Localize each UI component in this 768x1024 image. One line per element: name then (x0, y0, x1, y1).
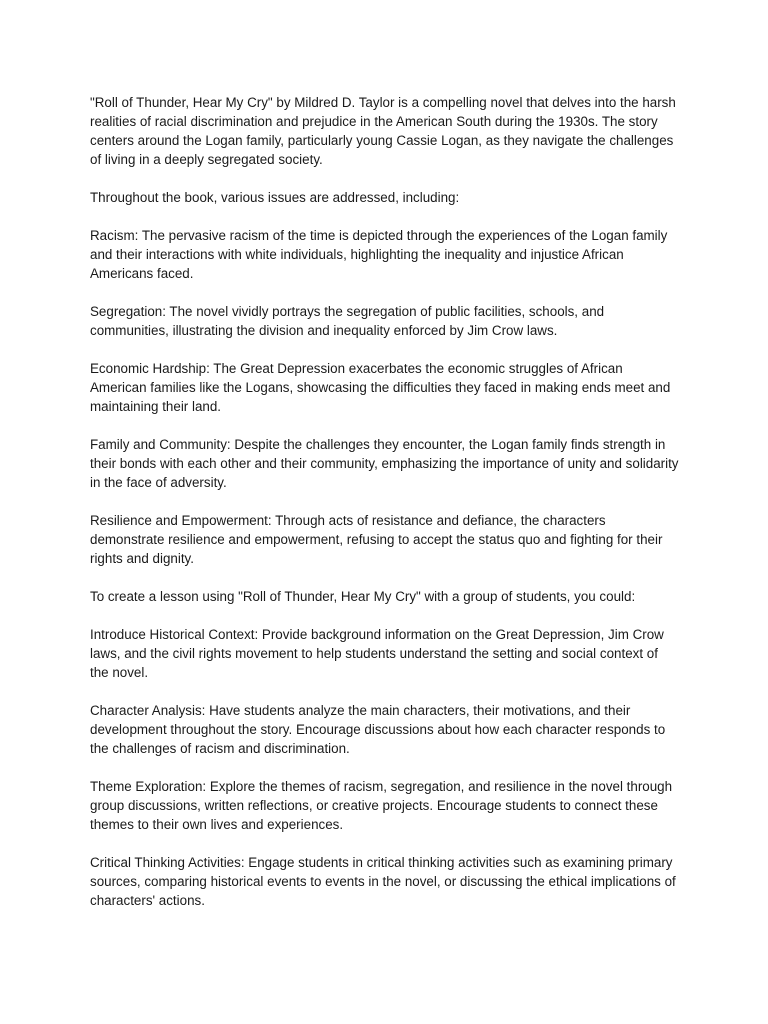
paragraph-family-community: Family and Community: Despite the challenges they encounter, the Logan family finds strength in their bonds with each other and their community, emphasizing the importance of unity and solidarity in the face of adversity. (90, 437, 679, 490)
paragraph-racism: Racism: The pervasive racism of the time is depicted through the experiences of the Logan family and their interactions with white individuals, highlighting the inequality and injustice African Americans faced. (90, 228, 668, 281)
paragraph-economic-hardship: Economic Hardship: The Great Depression exacerbates the economic struggles of African American families like the Logans, showcasing the difficulties they faced in making ends meet and maintaining their land. (90, 361, 671, 414)
paragraph-critical-thinking: Critical Thinking Activities: Engage students in critical thinking activities such as examining primary sources, comparing historical events to events in the novel, or discussing the ethical implications of characters' actions. (90, 855, 676, 908)
paragraph-character-analysis: Character Analysis: Have students analyze the main characters, their motivations, and their development throughout the story. Encourage discussions about how each character responds to the challenges of racism and discrimination. (90, 703, 666, 756)
paragraph-theme-exploration: Theme Exploration: Explore the themes of racism, segregation, and resilience in the novel through group discussions, written reflections, or creative projects. Encourage students to connect these themes to their own lives and experiences. (90, 779, 673, 832)
paragraph-intro: "Roll of Thunder, Hear My Cry" by Mildred D. Taylor is a compelling novel that delves into the harsh realities of racial discrimination and prejudice in the American South during the 1930s. The story centers around the Logan family, particularly young Cassie Logan, as they navigate the challenges of living in a deeply segregated society. (90, 95, 676, 167)
paragraph-lesson-lead: To create a lesson using "Roll of Thunder, Hear My Cry" with a group of students, you could: (90, 589, 636, 604)
paragraph-segregation: Segregation: The novel vividly portrays the segregation of public facilities, schools, and communities, illustrating the division and inequality enforced by Jim Crow laws. (90, 304, 605, 338)
paragraph-issues-lead: Throughout the book, various issues are addressed, including: (90, 190, 460, 205)
document-page (90, 93, 680, 929)
paragraph-historical-context: Introduce Historical Context: Provide background information on the Great Depression, Jim Crow laws, and the civil rights movement to help students understand the setting and social context of the novel. (90, 627, 664, 680)
paragraph-resilience: Resilience and Empowerment: Through acts of resistance and defiance, the characters demonstrate resilience and empowerment, refusing to accept the status quo and fighting for their rights and dignity. (90, 513, 663, 566)
